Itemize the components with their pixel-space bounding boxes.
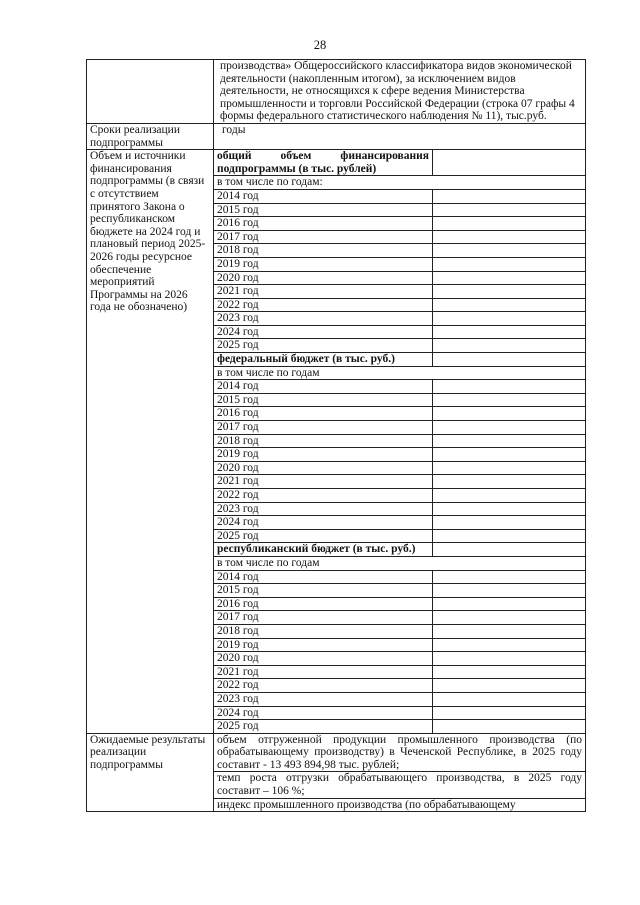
passport-table <box>86 59 586 812</box>
funding-year-label: 2016 год <box>214 597 433 611</box>
funding-year-value <box>433 638 586 652</box>
funding-year-value <box>433 692 586 706</box>
funding-year-label: 2025 год <box>214 720 433 734</box>
funding-section-value <box>433 353 586 367</box>
funding-year-value <box>433 257 586 271</box>
funding-year-value <box>433 298 586 312</box>
funding-year-value <box>433 421 586 435</box>
funding-year-value <box>433 597 586 611</box>
funding-label: Объем и источники финансирования подпрограммы (в связи с отсутствием принятого Закона о республиканском бюджете на 2024 год и плановый период 2025-2026 годы ресурсное обеспечение мероприятий Программы на 2026 года не обозначено) <box>87 150 214 734</box>
funding-year-label: 2014 год <box>214 189 433 203</box>
funding-year-label: 2020 год <box>214 652 433 666</box>
results-row <box>87 733 586 772</box>
funding-year-value <box>433 407 586 421</box>
funding-year-value <box>433 652 586 666</box>
funding-year-value <box>433 489 586 503</box>
funding-year-label: 2025 год <box>214 339 433 353</box>
funding-year-label: 2017 год <box>214 230 433 244</box>
funding-year-value <box>433 189 586 203</box>
funding-year-label: 2024 год <box>214 516 433 530</box>
funding-year-value <box>433 339 586 353</box>
funding-year-label: 2016 год <box>214 407 433 421</box>
funding-year-label: 2016 год <box>214 217 433 231</box>
funding-year-label: 2023 год <box>214 502 433 516</box>
funding-year-label: 2025 год <box>214 529 433 543</box>
funding-year-value <box>433 244 586 258</box>
funding-year-label: 2021 год <box>214 285 433 299</box>
funding-year-label: 2014 год <box>214 570 433 584</box>
top-row <box>87 60 586 124</box>
page-number: 28 <box>313 38 327 52</box>
results-label: Ожидаемые результаты реализации подпрограммы <box>87 733 214 812</box>
funding-year-value <box>433 217 586 231</box>
funding-year-label: 2018 год <box>214 244 433 258</box>
funding-year-label: 2018 год <box>214 434 433 448</box>
results-item: индекс промышленного производства (по обрабатывающему <box>214 798 586 812</box>
funding-year-value <box>433 529 586 543</box>
funding-subheading: в том числе по годам <box>214 366 586 380</box>
funding-year-value <box>433 679 586 693</box>
top-row-label <box>87 60 214 124</box>
funding-year-label: 2018 год <box>214 624 433 638</box>
funding-year-value <box>433 706 586 720</box>
funding-year-value <box>433 434 586 448</box>
funding-year-label: 2021 год <box>214 475 433 489</box>
funding-year-label: 2022 год <box>214 298 433 312</box>
funding-year-label: 2017 год <box>214 611 433 625</box>
funding-year-label: 2022 год <box>214 679 433 693</box>
terms-value: годы <box>214 123 586 149</box>
results-item: темп роста отгрузки обрабатывающего производства, в 2025 году составит – 106 %; <box>214 772 586 798</box>
funding-year-value <box>433 393 586 407</box>
results-item: объем отгруженной продукции промышленного производства (по обрабатывающему производству) в Чеченской Республике, в 2025 году составит - 13 493 894,98 тыс. рублей; <box>214 733 586 772</box>
terms-label: Сроки реализации подпрограммы <box>87 123 214 149</box>
funding-year-value <box>433 502 586 516</box>
funding-year-value <box>433 380 586 394</box>
funding-year-value <box>433 475 586 489</box>
funding-section-value <box>433 150 586 176</box>
funding-year-label: 2022 год <box>214 489 433 503</box>
funding-year-label: 2017 год <box>214 421 433 435</box>
funding-subheading: в том числе по годам: <box>214 176 586 190</box>
funding-year-value <box>433 611 586 625</box>
funding-year-value <box>433 461 586 475</box>
funding-year-value <box>433 325 586 339</box>
funding-year-label: 2023 год <box>214 692 433 706</box>
top-row-text: производства» Общероссийского классификатора видов экономической деятельности (накопленным итогом), за исключением видов деятельности, не относящихся к сфере ведения Министерства промышленности и торговли Российской Федерации (строка 07 графы 4 формы федерального статистического наблюдения № 11), тыс.руб. <box>214 60 586 124</box>
funding-section-heading: общий объем финансирования подпрограммы (в тыс. рублей) <box>214 150 433 176</box>
funding-year-label: 2024 год <box>214 706 433 720</box>
funding-year-label: 2019 год <box>214 257 433 271</box>
funding-year-value <box>433 312 586 326</box>
funding-year-label: 2020 год <box>214 271 433 285</box>
funding-year-label: 2019 год <box>214 448 433 462</box>
funding-year-value <box>433 516 586 530</box>
funding-year-value <box>433 624 586 638</box>
funding-year-label: 2024 год <box>214 325 433 339</box>
funding-year-value <box>433 720 586 734</box>
funding-year-value <box>433 203 586 217</box>
funding-year-value <box>433 271 586 285</box>
funding-year-label: 2014 год <box>214 380 433 394</box>
funding-year-label: 2015 год <box>214 393 433 407</box>
funding-year-value <box>433 584 586 598</box>
funding-year-label: 2021 год <box>214 665 433 679</box>
funding-year-label: 2015 год <box>214 584 433 598</box>
funding-year-value <box>433 285 586 299</box>
funding-section-heading: республиканский бюджет (в тыс. руб.) <box>214 543 433 557</box>
funding-year-label: 2019 год <box>214 638 433 652</box>
funding-year-value <box>433 665 586 679</box>
funding-subheading: в том числе по годам <box>214 556 586 570</box>
funding-section-value <box>433 543 586 557</box>
funding-year-value <box>433 230 586 244</box>
funding-year-value <box>433 448 586 462</box>
funding-year-label: 2023 год <box>214 312 433 326</box>
funding-section-heading: федеральный бюджет (в тыс. руб.) <box>214 353 433 367</box>
funding-year-label: 2015 год <box>214 203 433 217</box>
funding-year-label: 2020 год <box>214 461 433 475</box>
terms-row <box>87 123 586 149</box>
funding-heading-row <box>87 150 586 176</box>
funding-year-value <box>433 570 586 584</box>
